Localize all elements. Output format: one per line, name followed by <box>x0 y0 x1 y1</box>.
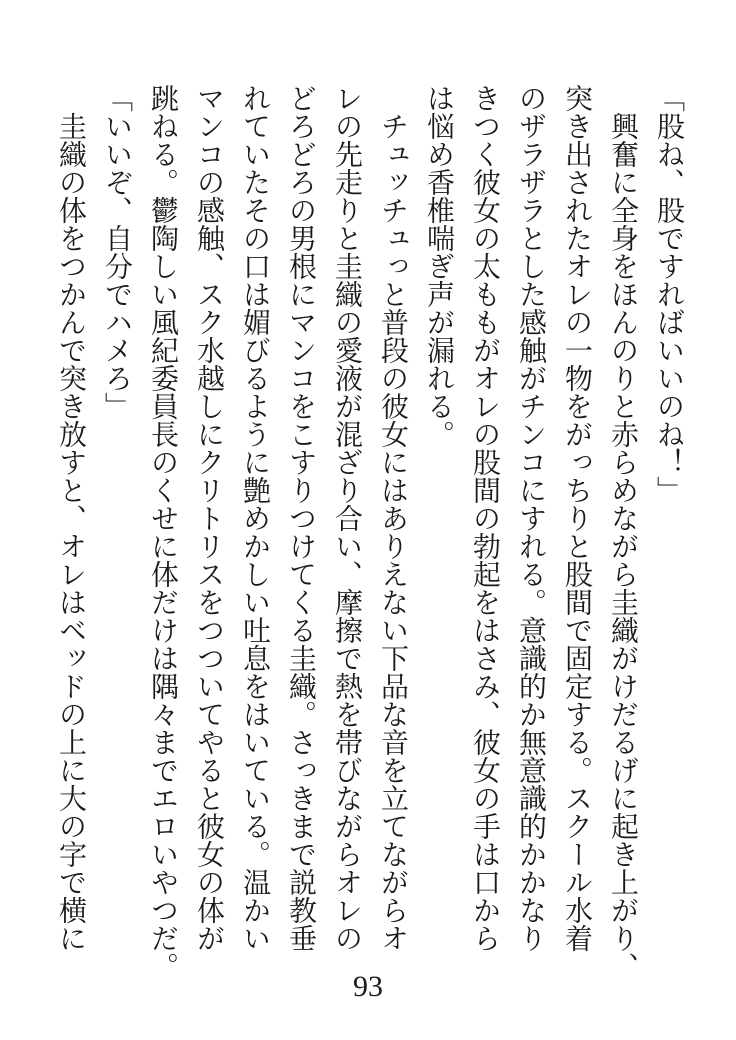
text-line: 圭織の体をつかんで突き放すと、オレはベッドの上に大の字で横に <box>55 84 88 952</box>
text-line: 「いいぞ、自分でハメろ」 <box>101 84 134 420</box>
text-line: どろどろの男根にマンコをこすりつけてくる圭織。さっきまで説教垂 <box>285 84 318 952</box>
text-line: 興奮に全身をほんのりと赤らめながら圭織がけだるげに起き上がり、 <box>607 84 640 980</box>
page-number: 93 <box>353 970 383 1003</box>
text-line: マンコの感触、スク水越しにクリトリスをつついてやると彼女の体が <box>193 84 226 952</box>
text-line: 突き出されたオレの一物をがっちりと股間で固定する。スクール水着 <box>561 84 594 952</box>
text-line: 跳ねる。鬱陶しい風紀委員長のくせに体だけは隅々までエロいやつだ。 <box>147 84 180 980</box>
text-line: は悩め香椎喘ぎ声が漏れる。 <box>423 84 456 448</box>
text-line: 「股ね、股ですればいいのね！」 <box>653 84 686 504</box>
text-line: きつく彼女の太ももがオレの股間の勃起をはさみ、彼女の手は口から <box>469 84 502 952</box>
text-line: のザラザラとした感触がチンコにすれる。意識的か無意識的かかなり <box>515 84 548 952</box>
text-line: チュッチュっと普段の彼女にはありえない下品な音を立てながらオ <box>377 84 410 952</box>
vertical-text-body <box>48 84 692 984</box>
text-line: レの先走りと圭織の愛液が混ざり合い、摩擦で熱を帯びながらオレの <box>331 84 364 952</box>
text-line: れていたその口は媚びるように艶めかしい吐息をはいている。温かい <box>239 84 272 952</box>
